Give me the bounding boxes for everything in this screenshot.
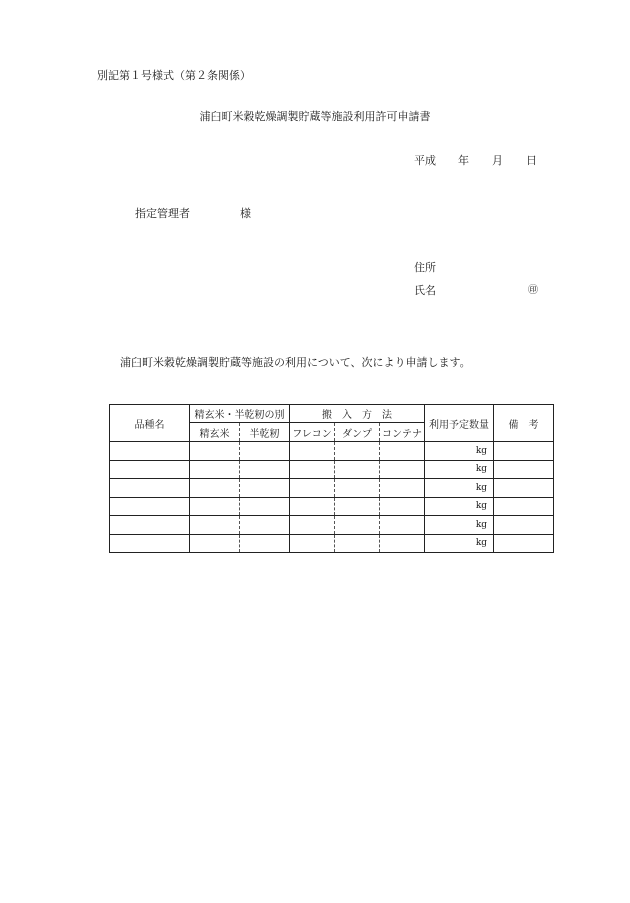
container-cell[interactable] <box>380 442 425 461</box>
dump-cell[interactable] <box>335 497 380 516</box>
brown-rice-cell[interactable] <box>190 534 240 553</box>
addressee-honorific: 様 <box>240 207 251 220</box>
variety-cell[interactable] <box>110 497 190 516</box>
header-variety: 品種名 <box>110 405 190 442</box>
variety-cell[interactable] <box>110 460 190 479</box>
flexcon-cell[interactable] <box>290 497 335 516</box>
table-row <box>110 460 554 479</box>
remarks-cell[interactable] <box>494 460 554 479</box>
document-title: 浦臼町米穀乾燥調製貯蔵等施設利用許可申請書 <box>199 110 431 123</box>
dump-cell[interactable] <box>335 460 380 479</box>
container-cell[interactable] <box>380 479 425 498</box>
container-cell[interactable] <box>380 516 425 535</box>
header-container: コンテナ <box>380 423 425 442</box>
addressee-line <box>135 205 251 221</box>
half-dried-cell[interactable] <box>240 534 290 553</box>
remarks-cell[interactable] <box>494 534 554 553</box>
dump-cell[interactable] <box>335 516 380 535</box>
header-brown-rice: 精玄米 <box>190 423 240 442</box>
brown-rice-cell[interactable] <box>190 460 240 479</box>
address-label: 住所 <box>414 261 436 274</box>
dump-cell[interactable] <box>335 534 380 553</box>
half-dried-cell[interactable] <box>240 460 290 479</box>
variety-cell[interactable] <box>110 534 190 553</box>
quantity-cell[interactable]: kg <box>425 497 494 516</box>
header-half-dried: 半乾籾 <box>240 423 290 442</box>
table-row <box>110 516 554 535</box>
flexcon-cell[interactable] <box>290 442 335 461</box>
remarks-cell[interactable] <box>494 516 554 535</box>
header-rice-type: 精玄米・半乾籾の別 <box>190 405 290 423</box>
quantity-cell[interactable]: kg <box>425 442 494 461</box>
container-cell[interactable] <box>380 534 425 553</box>
table-row <box>110 534 554 553</box>
table-row <box>110 442 554 461</box>
date-day: 日 <box>526 154 537 167</box>
date-month: 月 <box>492 154 503 167</box>
seal-mark: ㊞ <box>528 285 538 296</box>
variety-cell[interactable] <box>110 442 190 461</box>
half-dried-cell[interactable] <box>240 479 290 498</box>
variety-cell[interactable] <box>110 516 190 535</box>
flexcon-cell[interactable] <box>290 516 335 535</box>
header-remarks: 備 考 <box>494 405 554 442</box>
remarks-cell[interactable] <box>494 479 554 498</box>
name-label: 氏名 <box>414 284 436 297</box>
brown-rice-cell[interactable] <box>190 442 240 461</box>
quantity-cell[interactable]: kg <box>425 534 494 553</box>
header-flexcon: フレコン <box>290 423 335 442</box>
quantity-cell[interactable]: kg <box>425 516 494 535</box>
body-text: 浦臼町米穀乾燥調製貯蔵等施設の利用について、次により申請します。 <box>120 356 471 369</box>
flexcon-cell[interactable] <box>290 534 335 553</box>
date-era: 平成 <box>414 154 436 167</box>
quantity-cell[interactable]: kg <box>425 460 494 479</box>
table-row <box>110 497 554 516</box>
variety-cell[interactable] <box>110 479 190 498</box>
brown-rice-cell[interactable] <box>190 479 240 498</box>
flexcon-cell[interactable] <box>290 460 335 479</box>
half-dried-cell[interactable] <box>240 442 290 461</box>
addressee-name: 指定管理者 <box>135 207 190 220</box>
half-dried-cell[interactable] <box>240 516 290 535</box>
container-cell[interactable] <box>380 497 425 516</box>
form-label: 別記第１号様式（第２条関係） <box>97 69 251 82</box>
header-row-top <box>110 405 554 423</box>
flexcon-cell[interactable] <box>290 479 335 498</box>
dump-cell[interactable] <box>335 442 380 461</box>
dump-cell[interactable] <box>335 479 380 498</box>
brown-rice-cell[interactable] <box>190 516 240 535</box>
header-dump: ダンプ <box>335 423 380 442</box>
table-row <box>110 479 554 498</box>
remarks-cell[interactable] <box>494 497 554 516</box>
brown-rice-cell[interactable] <box>190 497 240 516</box>
quantity-cell[interactable]: kg <box>425 479 494 498</box>
header-quantity: 利用予定数量 <box>425 405 494 442</box>
usage-table <box>109 404 554 553</box>
container-cell[interactable] <box>380 460 425 479</box>
remarks-cell[interactable] <box>494 442 554 461</box>
date-year: 年 <box>458 154 469 167</box>
half-dried-cell[interactable] <box>240 497 290 516</box>
date-line <box>414 152 537 168</box>
header-method: 搬 入 方 法 <box>290 405 425 423</box>
